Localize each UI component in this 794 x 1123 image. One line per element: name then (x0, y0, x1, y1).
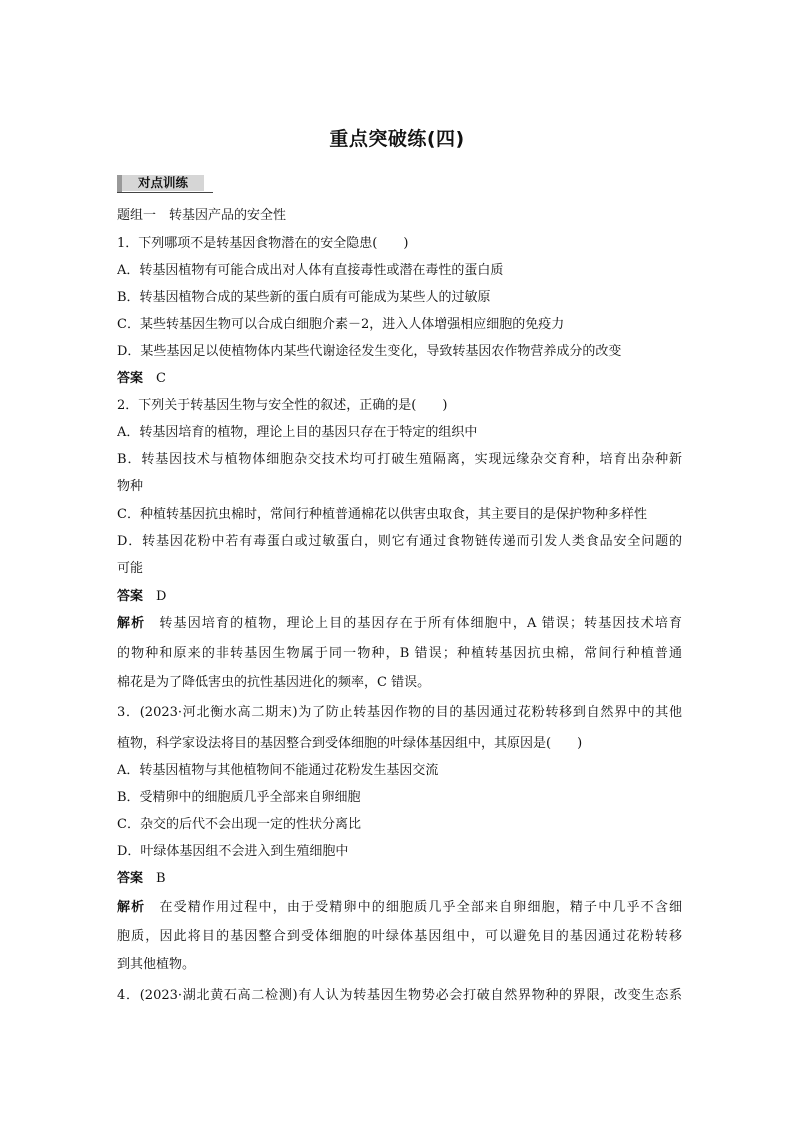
answer-label: 答案 (117, 871, 144, 886)
group-heading: 题组一 转基因产品的安全性 (117, 208, 287, 223)
explanation-label: 解析 (117, 616, 146, 631)
question-3-stem-cont: 植物，科学家设法将目的基因整合到受体细胞的叶绿体基因组中，其原因是( ) (117, 736, 583, 751)
question-3-option-c: C．杂交的后代不会出现一定的性状分离比 (117, 817, 361, 832)
question-3-explanation-end: 到其他植物。 (117, 957, 196, 972)
question-1-option-b: B．转基因植物合成的某些新的蛋白质有可能成为某些人的过敏原 (117, 290, 491, 305)
question-3-explanation-cont: 胞质，因此将目的基因整合到受体细胞的叶绿体基因组中，可以避免目的基因通过花粉转移 (117, 929, 682, 944)
question-2-option-c: C．种植转基因抗虫棉时，常间行种植普通棉花以供害虫取食，其主要目的是保护物种多样性 (117, 507, 647, 522)
question-1-option-d: D．某些基因足以使植物体内某些代谢途径发生变化，导致转基因农作物营养成分的改变 (117, 344, 622, 359)
question-2-option-d: D．转基因花粉中若有毒蛋白或过敏蛋白，则它有通过食物链传递而引发人类食品安全问题的 (117, 534, 682, 549)
question-3-option-a: A．转基因植物与其他植物间不能通过花粉发生基因交流 (117, 763, 439, 778)
section-tag-label: 对点训练 (122, 175, 204, 191)
question-2-option-b-cont: 物种 (117, 479, 144, 494)
question-1-stem: 1．下列哪项不是转基因食物潜在的安全隐患( ) (117, 236, 409, 251)
explanation-label: 解析 (117, 900, 146, 915)
question-3-stem: 3．(2023·河北衡水高二期末)为了防止转基因作物的目的基因通过花粉转移到自然界中的其他 (117, 705, 682, 720)
page-title: 重点突破练(四) (329, 128, 465, 150)
question-2-explanation-end: 棉花是为了降低害虫的抗性基因进化的频率，C 错误。 (117, 675, 431, 690)
question-2-option-b: B．转基因技术与植物体细胞杂交技术均可打破生殖隔离，实现远缘杂交育种，培育出杂种新 (117, 452, 682, 467)
question-3-option-b: B．受精卵中的细胞质几乎全部来自卵细胞 (117, 790, 361, 805)
question-2-option-d-cont: 可能 (117, 561, 144, 576)
question-2-explanation-cont: 的物种和原来的非转基因生物属于同一物种，B 错误；种植转基因抗虫棉，常间行种植普通 (117, 646, 682, 661)
question-2-answer: 答案 D (117, 589, 167, 604)
question-3-explanation: 解析 在受精作用过程中，由于受精卵中的细胞质几乎全部来自卵细胞，精子中几乎不含细 (117, 900, 682, 915)
section-tag (117, 175, 213, 193)
question-4-stem: 4．(2023·湖北黄石高二检测)有人认为转基因生物势必会打破自然界物种的界限，改变生态系 (117, 988, 682, 1003)
question-2-stem: 2．下列关于转基因生物与安全性的叙述，正确的是( ) (117, 398, 448, 413)
question-3-answer: 答案 B (117, 871, 166, 886)
question-3-option-d: D．叶绿体基因组不会进入到生殖细胞中 (117, 844, 349, 859)
question-1-option-a: A．转基因植物有可能合成出对人体有直接毒性或潜在毒性的蛋白质 (117, 263, 504, 278)
answer-label: 答案 (117, 589, 144, 604)
question-2-explanation: 解析 转基因培育的植物，理论上目的基因存在于所有体细胞中，A 错误；转基因技术培育 (117, 616, 682, 631)
answer-label: 答案 (117, 371, 144, 386)
question-2-option-a: A．转基因培育的植物，理论上目的基因只存在于特定的组织中 (117, 425, 478, 440)
question-1-answer: 答案 C (117, 371, 166, 386)
question-1-option-c: C．某些转基因生物可以合成白细胞介素－2，进入人体增强相应细胞的免疫力 (117, 317, 565, 332)
